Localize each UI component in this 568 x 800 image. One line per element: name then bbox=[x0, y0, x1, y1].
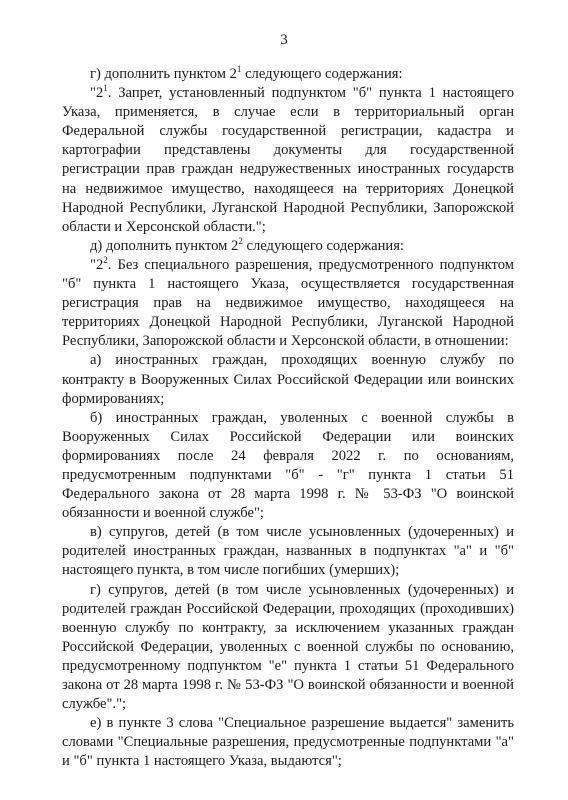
subitem-b: б) иностранных граждан, уволенных с военной службы в Вооруженных Силах Российской Федерации или воинских формированиях после 24 февраля 2022 г. по основаниям, предусмотренным подпунктами "б" - "г" пункта 1 статьи 51 Федерального закона от 28 марта 1998 г. № 53-ФЗ "О воинской обязанности и военной службе"; bbox=[62, 409, 514, 522]
document-body bbox=[62, 65, 514, 771]
subitem-g: г) супругов, детей (в том числе усыновленных (удочеренных) и родителей граждан Российской Федерации, проходящих (проходивших) военную службу по контракту, за исключением указанных граждан Российской Федерации, уволенных с военной службы по основанию, предусмотренному подпунктом "е" пункта 1 статьи 51 Федерального закона от 28 марта 1998 г. № 53-ФЗ "О воинской обязанности и военной службе"."; bbox=[62, 581, 514, 713]
paragraph-e: е) в пункте 3 слова "Специальное разрешение выдается" заменить словами "Специальные разрешения, предусмотренные подпунктами "а" и "б" пункта 1 настоящего Указа, выдаются"; bbox=[62, 715, 514, 770]
paragraph-d: д) дополнить пунктом $2^2$ следующего содержания: bbox=[90, 235, 404, 254]
page-number: 3 bbox=[280, 32, 288, 48]
paragraph-2-1-text: "$2^1$. Запрет, установленный подпунктом "б" пункта 1 настоящего Указа, применяется, в случае если в территориальный орган Федеральной службы государственной регистрации, кадастра и картографии представлены документы для государственной регистрации прав граждан недружественных иностранных государств на недвижимое имущество, находящееся на территориях Донецкой Народной Республики, Луганской Народной Республики, Запорожской области и Херсонской области."; bbox=[62, 83, 514, 235]
subitem-a: а) иностранных граждан, проходящих военную службу по контракту в Вооруженных Силах Российской Федерации или воинских формированиях; bbox=[62, 352, 514, 407]
subitem-v: в) супругов, детей (в том числе усыновленных (удочеренных) и родителей иностранных граждан, названных в подпунктах "а" и "б" настоящего пункта, в том числе погибших (умерших); bbox=[62, 524, 514, 579]
paragraph-g: г) дополнить пунктом $2^1$ следующего содержания: bbox=[90, 64, 403, 82]
paragraph-2-2-text: "$2^2$. Без специального разрешения, предусмотренного подпунктом "б" пункта 1 настоящего Указа, осуществляется государственная регистрация прав на недвижимое имущество, находящееся на территориях Донецкой Народной Республики, Луганской Народной Республики, Запорожской области и Херсонской области, в отношении: bbox=[62, 254, 514, 350]
